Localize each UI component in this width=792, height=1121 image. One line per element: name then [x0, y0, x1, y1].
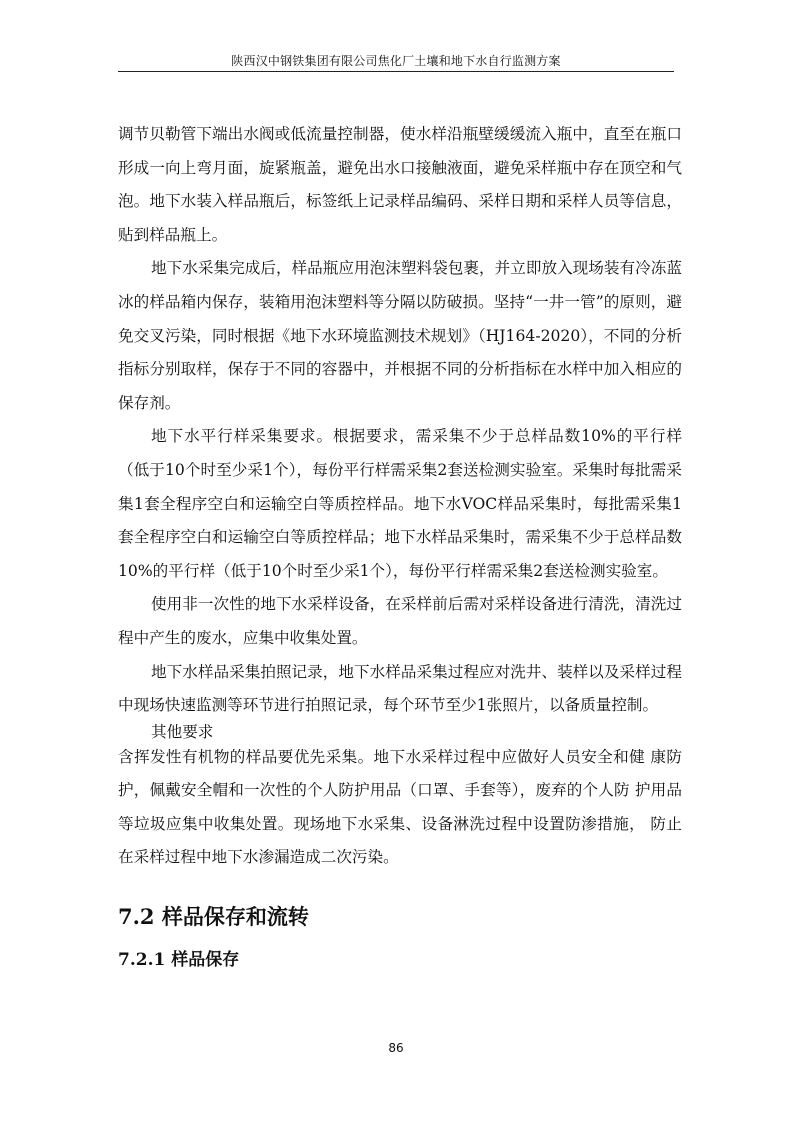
- paragraph-photo-record: 地下水样品采集拍照记录，地下水样品采集过程应对洗井、装样以及采样过程中现场快速监测等环节进行拍照记录，每个环节至少1张照片，以备质量控制。: [118, 662, 682, 715]
- paragraph-parallel-samples: 地下水平行样采集要求。根据要求，需采集不少于总样品数10%的平行样（低于10个时至少采1个），每份平行样需采集2套送检测实验室。采集时每批需采集1套全程序空白和运输空白等质控样品。地下水VOC样品采集时，每批需采集1套全程序空白和运输空白等质控样品；地下水样品采集时，需采集不少于总样品数10%的平行样（低于10个时至少采1个），每份平行样需采集2套送检测实验室。: [118, 427, 682, 580]
- paragraph-other-requirements: 含挥发性有机物的样品要优先采集。地下水采样过程中应做好人员安全和健 康防护，佩戴安全帽和一次性的个人防护用品（口罩、手套等），废弃的个人防 护用品等垃圾应集中收集处置。现场地下水采集、设备淋洗过程中设置防渗措施， 防止在采样过程中地下水渗漏造成二次污染。: [118, 747, 682, 867]
- header-divider: [118, 71, 674, 72]
- paragraph-sample-filling: 调节贝勒管下端出水阀或低流量控制器，使水样沿瓶壁缓缓流入瓶中，直至在瓶口形成一向上弯月面，旋紧瓶盖，避免出水口接触液面，避免采样瓶中存在顶空和气泡。地下水装入样品瓶后，标签纸上记录样品编码、采样日期和采样人员等信息，贴到样品瓶上。: [118, 125, 682, 244]
- section-heading: 7.2 样品保存和流转: [118, 904, 309, 929]
- page-number: 86: [388, 1041, 404, 1055]
- subsection-heading: 7.2.1 样品保存: [118, 950, 240, 970]
- document-body: [118, 118, 682, 875]
- paragraph-equipment-cleaning: 使用非一次性的地下水采样设备，在采样前后需对采样设备进行清洗，清洗过程中产生的废水，应集中收集处置。: [118, 595, 682, 647]
- paragraph-sample-storage: 地下水采集完成后，样品瓶应用泡沫塑料袋包裹，并立即放入现场装有冷冻蓝冰的样品箱内保存，装箱用泡沫塑料等分隔以防破损。坚持“一井一管”的原则，避免交叉污染，同时根据《地下水环境监测技术规划》（HJ164-2020），不同的分析指标分别取样，保存于不同的容器中，并根据不同的分析指标在水样中加入相应的保存剂。: [118, 259, 682, 412]
- subheading-other-requirements: 其他要求: [151, 722, 214, 741]
- page-header: 陕西汉中钢铁集团有限公司焦化厂土壤和地下水自行监测方案: [231, 54, 561, 68]
